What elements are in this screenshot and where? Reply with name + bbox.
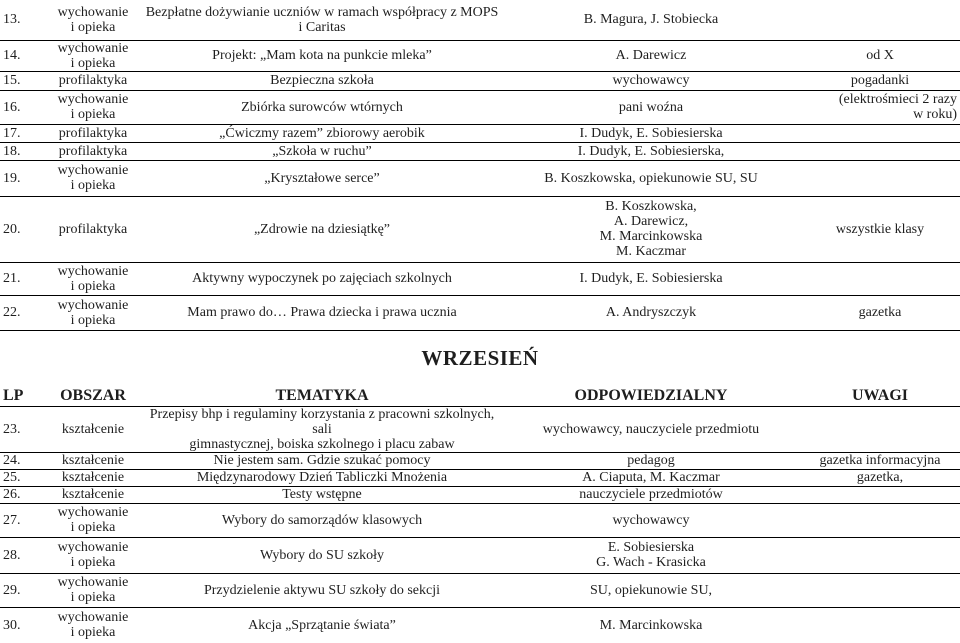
month-heading: WRZESIEŃ: [421, 346, 539, 370]
row-responsible: E. Sobiesierska G. Wach - Krasicka: [502, 537, 800, 573]
row-area: profilaktyka: [44, 71, 142, 90]
row-number: 25.: [0, 469, 44, 486]
row-topic: „Ćwiczmy razem” zbiorowy aerobik: [142, 124, 502, 142]
row-notes: [800, 486, 960, 503]
row-topic: Akcja „Sprzątanie świata”: [248, 617, 396, 633]
row-number: 26.: [0, 486, 44, 503]
row-area: profilaktyka: [44, 142, 142, 160]
row-number: 14.: [0, 40, 44, 71]
row-area: wychowanie i opieka: [44, 503, 142, 537]
header-obszar: OBSZAR: [44, 386, 142, 406]
row-area: wychowanie i opieka: [44, 90, 142, 124]
row-notes: pogadanki: [800, 71, 960, 90]
row-topic: Przydzielenie aktywu SU szkoły do sekcji: [142, 573, 502, 607]
row-number: 23.: [0, 406, 44, 452]
row-number: 20.: [0, 196, 44, 262]
row-responsible: nauczyciele przedmiotów: [502, 486, 800, 503]
row-number: 30.: [3, 617, 21, 633]
table-row: [0, 295, 960, 330]
header-lp: LP: [0, 386, 44, 406]
row-responsible: wychowawcy: [502, 503, 800, 537]
row-topic: „Szkoła w ruchu”: [142, 142, 502, 160]
row-responsible: wychowawcy: [502, 71, 800, 90]
row-area: wychowanie i opieka: [44, 160, 142, 196]
row-responsible: M. Marcinkowska: [599, 617, 703, 633]
row-responsible: A. Ciaputa, M. Kaczmar: [502, 469, 800, 486]
table-row: [0, 71, 960, 90]
row-responsible: A. Darewicz: [502, 40, 800, 71]
row-notes: [800, 262, 960, 295]
row-notes: [800, 0, 960, 40]
row-notes: wszystkie klasy: [800, 196, 960, 262]
row-number: 27.: [0, 503, 44, 537]
table-row: [0, 469, 960, 486]
row-number: 22.: [0, 295, 44, 330]
row-area: kształcenie: [44, 452, 142, 469]
row-topic: „Zdrowie na dziesiątkę”: [142, 196, 502, 262]
row-number: 13.: [0, 0, 44, 40]
header-uwagi: UWAGI: [800, 386, 960, 406]
row-number: 28.: [0, 537, 44, 573]
row-area: wychowanie i opieka: [44, 537, 142, 573]
row-notes: gazetka: [800, 295, 960, 330]
row-responsible: B. Magura, J. Stobiecka: [502, 0, 800, 40]
row-responsible: wychowawcy, nauczyciele przedmiotu: [502, 406, 800, 452]
row-responsible: B. Koszkowska, A. Darewicz, M. Marcinkowska M. Kaczmar: [502, 196, 800, 262]
row-number: 16.: [0, 90, 44, 124]
row-responsible: A. Andryszczyk: [502, 295, 800, 330]
row-notes: gazetka informacyjna: [800, 452, 960, 469]
row-topic: Nie jestem sam. Gdzie szukać pomocy: [142, 452, 502, 469]
row-topic: Wybory do samorządów klasowych: [142, 503, 502, 537]
row-topic: „Kryształowe serce”: [142, 160, 502, 196]
row-notes: (elektrośmieci 2 razy w roku): [800, 90, 960, 124]
table-row: [0, 406, 960, 452]
row-notes: [800, 607, 960, 643]
table-row: [0, 124, 960, 142]
row-responsible: I. Dudyk, E. Sobiesierska,: [502, 142, 800, 160]
row-notes: [800, 124, 960, 142]
row-notes: [800, 160, 960, 196]
table-row: [0, 486, 960, 503]
row-topic: Międzynarodowy Dzień Tabliczki Mnożenia: [142, 469, 502, 486]
row-area: profilaktyka: [44, 196, 142, 262]
table-row: [0, 0, 960, 40]
table-row: [0, 142, 960, 160]
row-notes: [800, 503, 960, 537]
header-tematyka: TEMATYKA: [142, 386, 502, 406]
row-area: profilaktyka: [44, 124, 142, 142]
row-area: kształcenie: [44, 486, 142, 503]
row-responsible: pedagog: [502, 452, 800, 469]
row-number: 21.: [0, 262, 44, 295]
header-odpowiedzialny: ODPOWIEDZIALNY: [502, 386, 800, 406]
row-topic: Bezpłatne dożywianie uczniów w ramach współpracy z MOPS i Caritas: [142, 0, 502, 40]
table-row: [0, 537, 960, 573]
row-responsible: I. Dudyk, E. Sobiesierska: [502, 262, 800, 295]
row-notes: [800, 142, 960, 160]
row-topic: Testy wstępne: [142, 486, 502, 503]
row-area: wychowanie i opieka: [57, 610, 129, 641]
table-row: [0, 503, 960, 537]
row-area: wychowanie i opieka: [44, 262, 142, 295]
table-header-row: [0, 386, 960, 406]
row-topic: Projekt: „Mam kota na punkcie mleka”: [142, 40, 502, 71]
row-topic: Przepisy bhp i regulaminy korzystania z pracowni szkolnych, sali gimnastycznej, boiska szkolnego i placu zabaw: [142, 406, 502, 452]
row-area: wychowanie i opieka: [44, 573, 142, 607]
row-notes: [800, 573, 960, 607]
row-area: wychowanie i opieka: [44, 40, 142, 71]
table-row: [0, 40, 960, 71]
row-area: kształcenie: [44, 469, 142, 486]
row-responsible: I. Dudyk, E. Sobiesierska: [502, 124, 800, 142]
table-row: [0, 196, 960, 262]
row-number: 24.: [0, 452, 44, 469]
row-topic: Aktywny wypoczynek po zajęciach szkolnych: [142, 262, 502, 295]
row-notes: gazetka,: [800, 469, 960, 486]
table-row: [0, 160, 960, 196]
row-area: wychowanie i opieka: [44, 295, 142, 330]
table-row: [0, 607, 960, 643]
row-number: 29.: [0, 573, 44, 607]
row-number: 18.: [0, 142, 44, 160]
row-responsible: pani woźna: [502, 90, 800, 124]
row-notes: [800, 537, 960, 573]
table-row: [0, 452, 960, 469]
row-topic: Mam prawo do… Prawa dziecka i prawa ucznia: [142, 295, 502, 330]
row-responsible: SU, opiekunowie SU,: [502, 573, 800, 607]
row-topic: Wybory do SU szkoły: [142, 537, 502, 573]
row-area: wychowanie i opieka: [44, 0, 142, 40]
table-row: [0, 573, 960, 607]
row-responsible: B. Koszkowska, opiekunowie SU, SU: [502, 160, 800, 196]
row-topic: Bezpieczna szkoła: [142, 71, 502, 90]
row-number: 19.: [0, 160, 44, 196]
september-activities-table: [0, 386, 960, 643]
row-number: 17.: [0, 124, 44, 142]
table-row: [0, 90, 960, 124]
row-notes: od X: [800, 40, 960, 71]
row-notes: [800, 406, 960, 452]
table-row: [0, 262, 960, 295]
row-area: kształcenie: [44, 406, 142, 452]
row-number: 15.: [0, 71, 44, 90]
row-topic: Zbiórka surowców wtórnych: [142, 90, 502, 124]
